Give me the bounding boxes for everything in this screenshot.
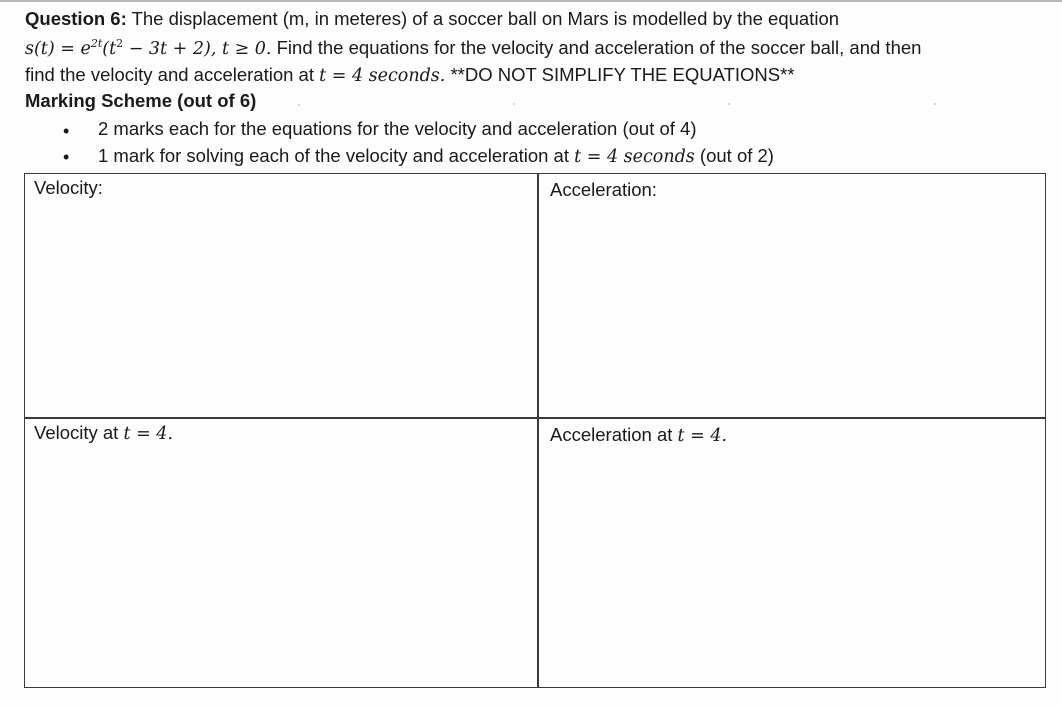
- scan-speck: [513, 103, 515, 105]
- marking-item-2: [98, 144, 774, 169]
- top-edge-rule: [0, 0, 1062, 2]
- bullet-icon: •: [63, 121, 70, 141]
- velocity-at-t4-math-text: t = 4.: [123, 424, 173, 444]
- instruction-text: **DO NOT SIMPLIFY THE EQUATIONS**: [445, 64, 795, 85]
- equation-lhs: s(t) = e: [25, 39, 91, 59]
- marking-scheme-title: Marking Scheme (out of 6): [25, 90, 257, 111]
- displacement-equation: [25, 39, 271, 59]
- velocity-at-t4-math: [123, 424, 173, 444]
- bullet-icon: •: [63, 147, 70, 167]
- velocity-at-t4-text: Velocity at: [34, 422, 124, 443]
- task-time-math: [319, 66, 445, 86]
- acceleration-answer-box[interactable]: [539, 174, 1044, 417]
- question-intro: The displacement (m, in meteres) of a soccer ball on Mars is modelled by the equation: [126, 8, 840, 29]
- scan-speck: [934, 103, 936, 105]
- acceleration-at-t4-text: Acceleration at: [550, 424, 678, 445]
- task-line-2: find the velocity and acceleration at: [25, 64, 320, 85]
- acceleration-at-t4-math-text: t = 4.: [677, 426, 728, 446]
- task-line-1: Find the equations for the velocity and acceleration of the soccer ball, and then: [271, 37, 922, 58]
- velocity-at-t4-label: [34, 421, 173, 446]
- marking-item-2-post: (out of 2): [694, 145, 774, 166]
- question-line-3: [25, 63, 795, 88]
- marking-item-2-math-text: t = 4 seconds: [574, 147, 695, 167]
- equation-exponent: 2t: [90, 37, 103, 50]
- velocity-answer-box[interactable]: [25, 174, 537, 417]
- question-line-1: [25, 7, 839, 31]
- equation-rest: − 3t + 2), t ≥ 0.: [123, 39, 272, 59]
- scan-speck: [728, 103, 730, 105]
- acceleration-label: Acceleration:: [550, 179, 657, 200]
- velocity-label: Velocity:: [34, 177, 103, 198]
- marking-item-2-pre: 1 mark for solving each of the velocity and acceleration at: [98, 145, 575, 166]
- equation-mid: (t: [102, 39, 117, 59]
- answer-grid: [24, 173, 1046, 688]
- velocity-at-t4-answer-box[interactable]: [25, 419, 537, 686]
- task-time-value: t = 4 seconds.: [319, 66, 446, 86]
- scan-speck: [298, 104, 300, 106]
- question-number: Question 6:: [25, 8, 127, 29]
- marking-item-2-math: [574, 147, 695, 167]
- acceleration-at-t4-answer-box[interactable]: [539, 419, 1044, 686]
- acceleration-at-t4-math: [678, 426, 728, 446]
- marking-item-1: 2 marks each for the equations for the velocity and acceleration (out of 4): [98, 118, 697, 139]
- equation-power: 2: [116, 37, 124, 50]
- question-line-2: [25, 36, 921, 61]
- acceleration-at-t4-label: [550, 423, 727, 448]
